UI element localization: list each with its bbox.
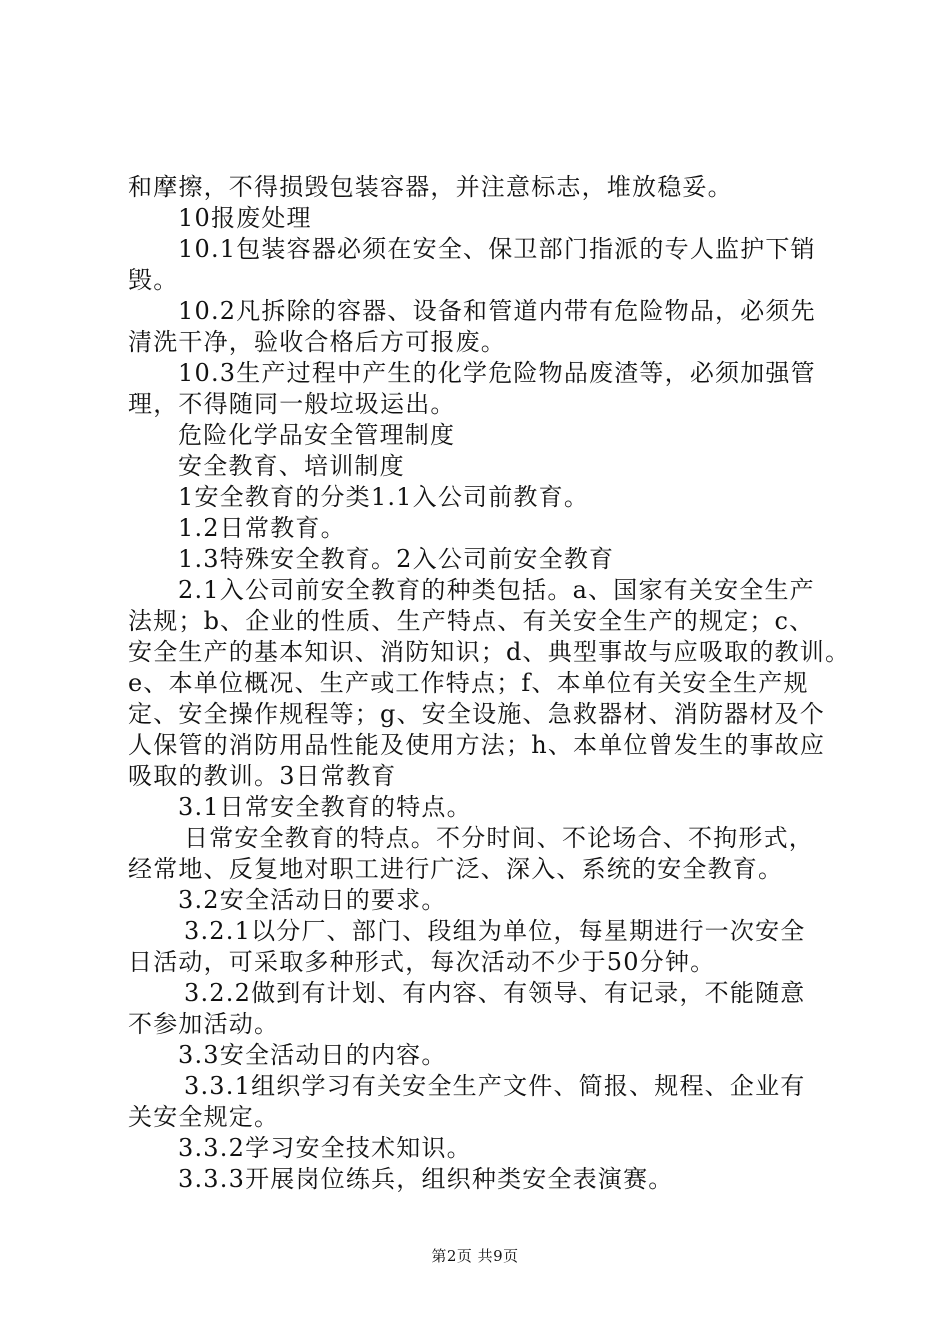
page-number-footer: 第2页 共9页 — [431, 1247, 519, 1265]
text-line: 3.2安全活动日的要求。 — [178, 886, 447, 914]
text-line: 2.1入公司前安全教育的种类包括。a、国家有关安全生产 — [178, 576, 815, 604]
text-line: 不参加活动。 — [128, 1010, 280, 1038]
text-line: 定、安全操作规程等；g、安全设施、急救器材、消防器材及个 — [128, 700, 825, 728]
text-line: 人保管的消防用品性能及使用方法；h、本单位曾发生的事故应 — [128, 731, 826, 759]
text-line: 清洗干净，验收合格后方可报废。 — [128, 328, 506, 356]
text-line: 吸取的教训。3日常教育 — [128, 762, 397, 790]
section-heading: 安全教育、培训制度 — [178, 452, 405, 480]
text-line: 3.3.3开展岗位练兵，组织种类安全表演赛。 — [178, 1165, 674, 1193]
text-line: 10.2凡拆除的容器、设备和管道内带有危险物品，必须先 — [178, 297, 816, 325]
text-line: 3.3.2学习安全技术知识。 — [178, 1134, 472, 1162]
text-line: 3.2.1以分厂、部门、段组为单位，每星期进行一次安全 — [184, 917, 806, 945]
text-line: 1.2日常教育。 — [178, 514, 346, 542]
text-line: 关安全规定。 — [128, 1103, 280, 1131]
text-line: 10.1包装容器必须在安全、保卫部门指派的专人监护下销 — [178, 235, 816, 263]
text-line: 法规；b、企业的性质、生产特点、有关安全生产的规定；c、 — [128, 607, 815, 635]
text-line: 安全生产的基本知识、消防知识；d、典型事故与应吸取的教训。 — [128, 638, 851, 666]
text-line: 1安全教育的分类1.1入公司前教育。 — [178, 483, 590, 511]
text-line: 3.3.1组织学习有关安全生产文件、简报、规程、企业有 — [184, 1072, 806, 1100]
section-heading: 10报废处理 — [178, 204, 312, 232]
section-heading: 危险化学品安全管理制度 — [178, 421, 456, 449]
text-line: 毁。 — [128, 266, 179, 294]
text-line: 3.1日常安全教育的特点。 — [178, 793, 472, 821]
text-line: 经常地、反复地对职工进行广泛、深入、系统的安全教育。 — [128, 855, 784, 883]
text-line: 3.3安全活动日的内容。 — [178, 1041, 447, 1069]
text-line: 10.3生产过程中产生的化学危险物品废渣等，必须加强管 — [178, 359, 816, 387]
text-line: 日常安全教育的特点。不分时间、不论场合、不拘形式， — [184, 824, 814, 852]
text-line: 和摩擦，不得损毁包装容器，并注意标志，堆放稳妥。 — [128, 173, 733, 201]
text-line: 3.2.2做到有计划、有内容、有领导、有记录，不能随意 — [184, 979, 806, 1007]
text-line: 日活动，可采取多种形式，每次活动不少于50分钟。 — [128, 948, 716, 976]
document-body — [128, 172, 851, 1195]
text-line: e、本单位概况、生产或工作特点；f、本单位有关安全生产规 — [128, 669, 809, 697]
text-line: 1.3特殊安全教育。2入公司前安全教育 — [178, 545, 615, 573]
text-line: 理，不得随同一般垃圾运出。 — [128, 390, 456, 418]
